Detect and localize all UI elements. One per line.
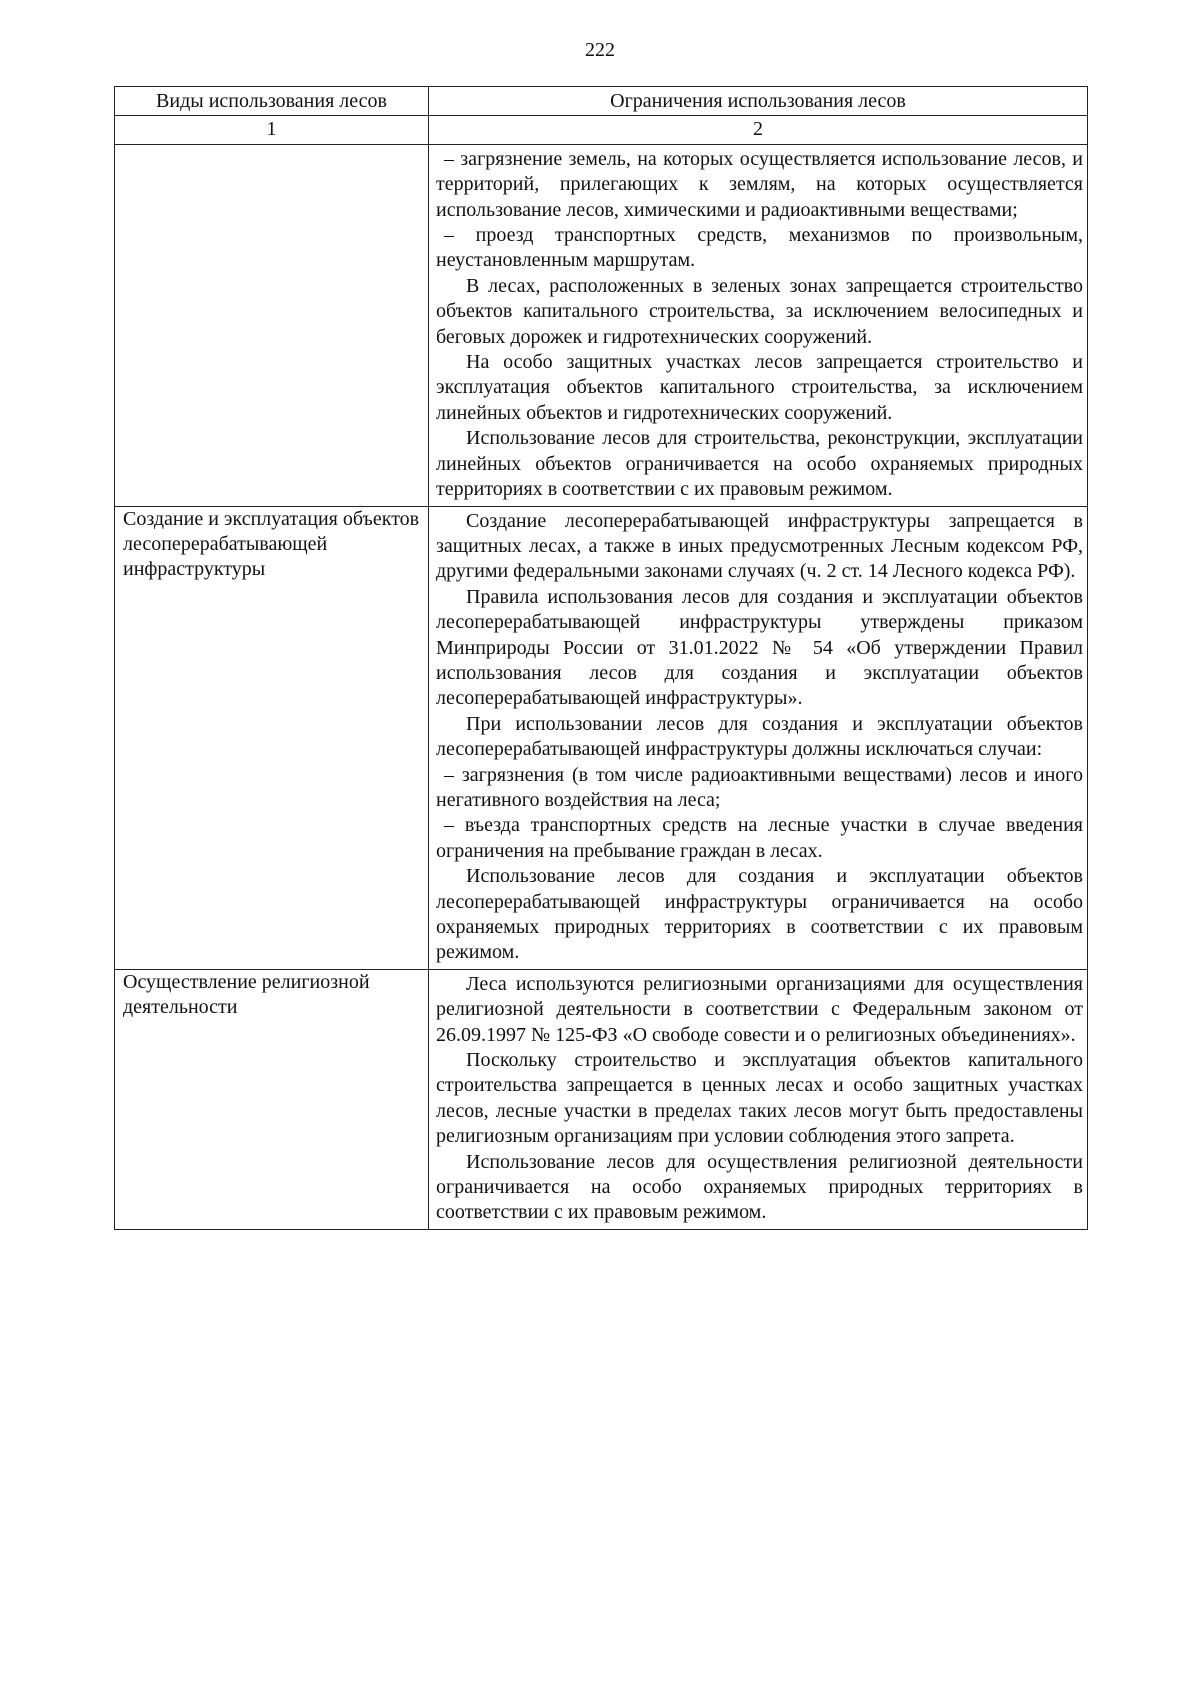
restriction-paragraph: – загрязнения (в том числе радиоактивными веществами) лесов и иного негативного воздействия на леса; <box>436 763 1083 811</box>
row-3-restrictions <box>429 969 1088 1229</box>
row-3-use-type: Осуществление религиозной деятельности <box>115 969 429 1229</box>
restriction-paragraph: Создание лесоперерабатывающей инфраструктуры запрещается в защитных лесах, а также в иных предусмотренных Лесным кодексом РФ, другими федеральными законами случаях (ч. 2 ст. 14 Лесного кодекса РФ). <box>436 509 1083 583</box>
page-number: 222 <box>585 39 615 61</box>
restriction-paragraph: – въезда транспортных средств на лесные участки в случае введения ограничения на пребывание граждан в лесах. <box>436 814 1083 862</box>
restriction-paragraph: При использовании лесов для создания и эксплуатации объектов лесоперерабатывающей инфраструктуры должны исключаться случаи: <box>436 712 1083 761</box>
table-row <box>115 969 1088 1229</box>
forest-use-restrictions-table <box>114 86 1088 1230</box>
restriction-paragraph: На особо защитных участках лесов запрещается строительство и эксплуатация объектов капитального строительства, за исключением линейных объектов и гидротехнических сооружений. <box>436 351 1083 424</box>
row-2-use-type: Создание и эксплуатация объектов лесоперерабатывающей инфраструктуры <box>115 506 429 969</box>
restriction-paragraph: Правила использования лесов для создания и эксплуатации объектов лесоперерабатывающей инфраструктуры утверждены приказом Минприроды России от 31.01.2022 № 54 «Об утверждении Правил использования лесов для создания и эксплуатации объектов лесоперерабатывающей инфраструктуры». <box>436 585 1083 710</box>
column-number-2: 2 <box>429 116 1088 144</box>
row-1-restrictions <box>429 144 1088 506</box>
header-forest-use-restrictions: Ограничения использования лесов <box>429 87 1088 116</box>
restriction-paragraph: – проезд транспортных средств, механизмов по произвольным, неустановленным маршрутам. <box>436 224 1083 272</box>
restriction-paragraph: Использование лесов для создания и эксплуатации объектов лесоперерабатывающей инфраструктуры ограничивается на особо охраняемых природных территориях в соответствии с их правовым режимом. <box>436 865 1083 964</box>
header-forest-use-types: Виды использования лесов <box>115 87 429 116</box>
restriction-paragraph: В лесах, расположенных в зеленых зонах запрещается строительство объектов капитального строительства, за исключением велосипедных и беговых дорожек и гидротехнических сооружений. <box>436 274 1083 348</box>
column-number-row <box>115 116 1088 144</box>
table-row <box>115 144 1088 506</box>
restriction-paragraph: Использование лесов для строительства, реконструкции, эксплуатации линейных объектов ограничивается на особо охраняемых природных территориях в соответствии с их правовым режимом. <box>436 427 1083 501</box>
restriction-paragraph: – загрязнение земель, на которых осуществляется использование лесов, и территорий, прилегающих к землям, на которых осуществляется использование лесов, химическими и радиоактивными веществами; <box>436 147 1083 221</box>
restriction-paragraph: Леса используются религиозными организациями для осуществления религиозной деятельности в соответствии с Федеральным законом от 26.09.1997 № 125-ФЗ «О свободе совести и о религиозных объединениях». <box>436 972 1083 1046</box>
restriction-paragraph: Использование лесов для осуществления религиозной деятельности ограничивается на особо охраняемых природных территориях в соответствии с их правовым режимом. <box>436 1150 1083 1224</box>
row-2-restrictions <box>429 506 1088 969</box>
restriction-paragraph: Поскольку строительство и эксплуатация объектов капитального строительства запрещается в ценных лесах и особо защитных участках лесов, лесные участки в пределах таких лесов могут быть предоставлены религиозным организациям при условии соблюдения этого запрета. <box>436 1049 1083 1148</box>
column-number-1: 1 <box>115 116 429 144</box>
row-1-use-type <box>115 144 429 506</box>
table-header-row <box>115 87 1088 116</box>
table-row <box>115 506 1088 969</box>
